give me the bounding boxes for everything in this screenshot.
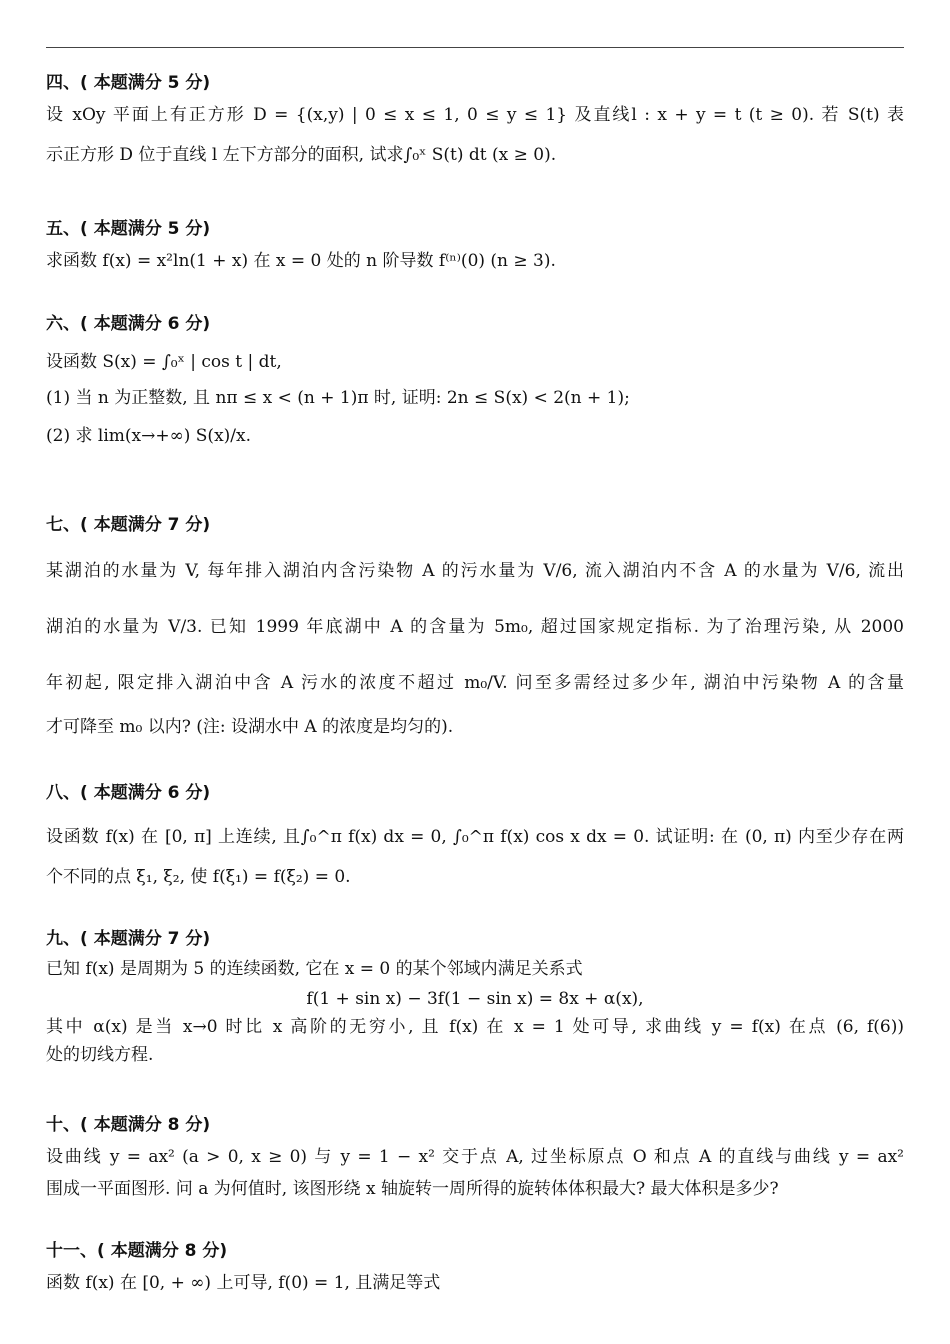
section-line: 年初起, 限定排入湖泊中含 A 污水的浓度不超过 m₀/V. 问至多需经过多少年, 湖泊中污染物 A 的含量: [46, 673, 904, 693]
section-9: [46, 928, 906, 1068]
section-line: 已知 f(x) 是周期为 5 的连续函数, 它在 x = 0 的某个邻域内满足关系式: [46, 959, 583, 979]
section-line: 求函数 f(x) = x²ln(1 + x) 在 x = 0 处的 n 阶导数 f⁽ⁿ⁾(0) (n ≥ 3).: [46, 251, 556, 271]
section-heading: 九、( 本题满分 7 分): [46, 929, 211, 949]
section-line: (1) 当 n 为正整数, 且 nπ ≤ x < (n + 1)π 时, 证明: 2n ≤ S(x) < 2(n + 1);: [46, 388, 630, 408]
section-line: 处的切线方程.: [46, 1045, 154, 1065]
top-rule: [46, 47, 904, 48]
section-5: [46, 218, 906, 274]
section-heading: 七、( 本题满分 7 分): [46, 515, 211, 535]
section-line: 函数 f(x) 在 [0, + ∞) 上可导, f(0) = 1, 且满足等式: [46, 1273, 441, 1293]
section-line: 其中 α(x) 是当 x→0 时比 x 高阶的无穷小, 且 f(x) 在 x = 1 处可导, 求曲线 y = f(x) 在点 (6, f(6)): [46, 1017, 904, 1037]
section-heading: 五、( 本题满分 5 分): [46, 219, 211, 239]
section-8: [46, 782, 906, 892]
section-heading: 十一、( 本题满分 8 分): [46, 1241, 228, 1261]
section-heading: 四、( 本题满分 5 分): [46, 73, 211, 93]
section-line: 某湖泊的水量为 V, 每年排入湖泊内含污染物 A 的污水量为 V/6, 流入湖泊内不含 A 的水量为 V/6, 流出: [46, 561, 904, 581]
section-line: 示正方形 D 位于直线 l 左下方部分的面积, 试求∫₀ˣ S(t) dt (x ≥ 0).: [46, 145, 557, 165]
section-line: 设 xOy 平面上有正方形 D = {(x,y) | 0 ≤ x ≤ 1, 0 ≤ y ≤ 1} 及直线l : x + y = t (t ≥ 0). 若 S(t) 表: [46, 105, 904, 125]
formula-line: f(1 + sin x) − 3f(1 − sin x) = 8x + α(x),: [306, 989, 644, 1009]
section-6: [46, 313, 906, 451]
section-10: [46, 1114, 906, 1202]
section-line: 湖泊的水量为 V/3. 已知 1999 年底湖中 A 的含量为 5m₀, 超过国家规定指标. 为了治理污染, 从 2000: [46, 617, 904, 637]
section-line: 设函数 S(x) = ∫₀ˣ | cos t | dt,: [46, 352, 282, 372]
section-11: [46, 1240, 906, 1296]
section-line: 设曲线 y = ax² (a > 0, x ≥ 0) 与 y = 1 − x² 交于点 A, 过坐标原点 O 和点 A 的直线与曲线 y = ax²: [46, 1147, 904, 1167]
section-4: [46, 72, 906, 168]
section-line: 设函数 f(x) 在 [0, π] 上连续, 且∫₀^π f(x) dx = 0, ∫₀^π f(x) cos x dx = 0. 试证明: 在 (0, π) 内至少存在两: [46, 827, 904, 847]
section-heading: 八、( 本题满分 6 分): [46, 783, 211, 803]
section-line: 围成一平面图形. 问 a 为何值时, 该图形绕 x 轴旋转一周所得的旋转体体积最大? 最大体积是多少?: [46, 1179, 779, 1199]
section-line: (2) 求 lim(x→+∞) S(x)/x.: [46, 426, 252, 446]
section-line: 才可降至 m₀ 以内? (注: 设湖水中 A 的浓度是均匀的).: [46, 717, 454, 737]
section-heading: 十、( 本题满分 8 分): [46, 1115, 211, 1135]
section-7: [46, 514, 906, 742]
section-heading: 六、( 本题满分 6 分): [46, 314, 211, 334]
section-line: 个不同的点 ξ₁, ξ₂, 使 f(ξ₁) = f(ξ₂) = 0.: [46, 867, 351, 887]
